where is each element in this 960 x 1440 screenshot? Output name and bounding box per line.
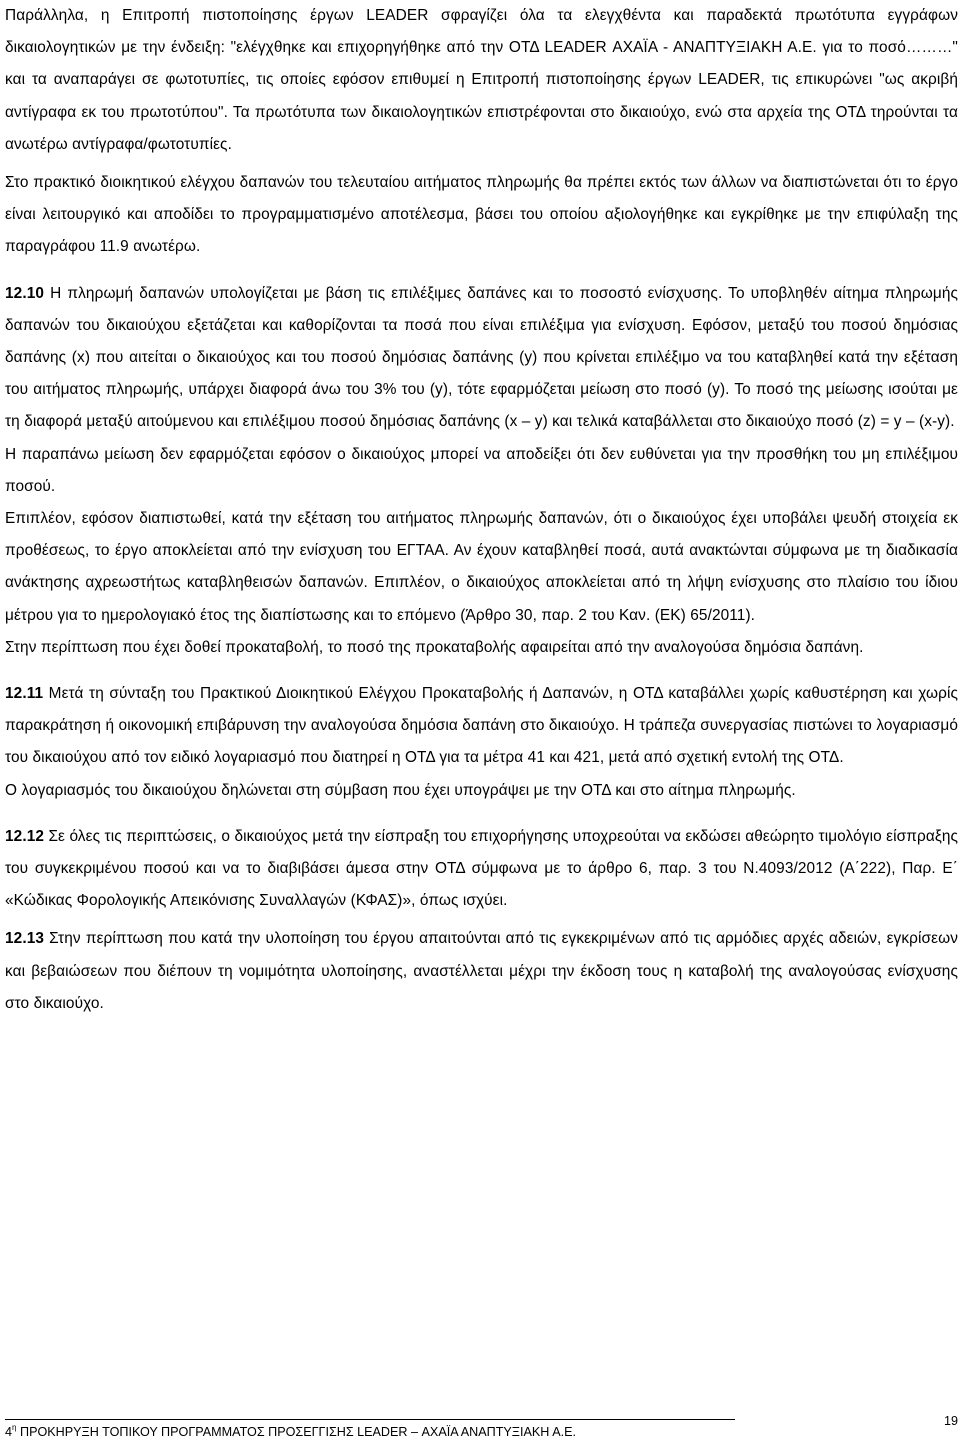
section-12-11 <box>5 678 958 775</box>
paragraph-false-information: Επιπλέον, εφόσον διαπιστωθεί, κατά την εξέταση του αιτήματος πληρωμής δαπανών, ότι ο δικαιούχος έχει υποβάλει ψευδή στοιχεία εκ προθέσεως, το έργο αποκλείεται από την ενίσχυση του ΕΓΤΑΑ. Αν έχουν καταβληθεί ποσά, αυτά ανακτώνται σύμφωνα με τη διαδικασία ανάκτησης αχρεωστήτως καταβληθεισών δαπανών. Επιπλέον, ο δικαιούχος αποκλείεται από τη λήψη ενίσχυσης στο πλαίσιο του ίδιου μέτρου για το ημερολογιακό έτος της διαπίστωσης και το επόμενο (Άρθρο 30, παρ. 2 του Καν. (ΕΚ) 65/2011). <box>5 510 958 624</box>
section-text: Σε όλες τις περιπτώσεις, ο δικαιούχος μετά την είσπραξη του επιχορήγησης υποχρεούται να εκδώσει αθεώρητο τιμολόγιο είσπραξης του συγκεκριμένου ποσού και να το διαβιβάσει άμεσα στην ΟΤΔ σύμφωνα με το άρθρο 6, παρ. 3 του Ν.4093/2012 (Α΄222), Παρ. Ε΄ «Κώδικας Φορολογικής Απεικόνισης Συναλλαγών (ΚΦΑΣ)», όπως ισχύει. <box>5 827 958 910</box>
footer-ordinal-number: 4 <box>5 1425 13 1439</box>
paragraph-reduction-exception: Η παραπάνω μείωση δεν εφαρμόζεται εφόσον ο δικαιούχος μπορεί να αποδείξει ότι δεν ευθύνεται για την προσθήκη του μη επιλέξιμου ποσού. <box>5 445 958 495</box>
section-number: 12.10 <box>5 284 45 302</box>
paragraph-certification-stamp: Παράλληλα, η Επιτροπή πιστοποίησης έργων LEADER σφραγίζει όλα τα ελεγχθέντα και παραδεκτά πρωτότυπα εγγράφων δικαιολογητικών με την ένδειξη: "ελέγχθηκε και επιχορηγήθηκε από την ΟΤΔ LEADER ΑΧΑΪΑ - ΑΝΑΠΤΥΞΙΑΚΗ Α.Ε. για το ποσό………" και τα αναπαράγει σε φωτοτυπίες, τις οποίες εφόσον επιθυμεί η Επιτροπή πιστοποίησης έργων LEADER, τις επικυρώνει "ως ακριβή αντίγραφα εκ του πρωτοτύπου". Τα πρωτότυπα των δικαιολογητικών επιστρέφονται στο δικαιούχο, ενώ στα αρχεία της ΟΤΔ τηρούνται τα ανωτέρω αντίγραφα/φωτοτυπίες. <box>5 7 958 153</box>
footer-ordinal-suffix: η <box>12 1423 17 1432</box>
page-footer <box>5 1414 958 1439</box>
section-12-12 <box>5 821 958 918</box>
section-12-13 <box>5 923 958 1020</box>
section-number: 12.12 <box>5 827 45 845</box>
section-text: Μετά τη σύνταξη του Πρακτικού Διοικητικού Ελέγχου Προκαταβολής ή Δαπανών, η ΟΤΔ καταβάλλει χωρίς καθυστέρηση και χωρίς παρακράτηση ή οικονομική επιβάρυνση την αναλογούσα δημόσια δαπάνη στο δικαιούχο. Η τράπεζα συνεργασίας πιστώνει το λογαριασμό του δικαιούχου από τον ειδικό λογαριασμό που διατηρεί η ΟΤΔ για τα μέτρα 41 και 421, μετά από σχετική εντολή της ΟΤΔ. <box>5 685 958 767</box>
section-number: 12.11 <box>5 685 44 703</box>
section-text: Στην περίπτωση που κατά την υλοποίηση του έργου απαιτούνται από τις εγκεκριμένων από τις αρμόδιες αρχές αδειών, εγκρίσεων και βεβαιώσεων που διέπουν τη νομιμότητα υλοποίησης, αναστέλλεται μέχρι την έκδοση τους η καταβολή της αναλογούσας ενίσχυσης στο δικαιούχο. <box>5 930 958 1012</box>
paragraph-advance-payment: Στην περίπτωση που έχει δοθεί προκαταβολή, το ποσό της προκαταβολής αφαιρείται από την αναλογούσα δημόσια δαπάνη. <box>5 638 864 656</box>
paragraph-beneficiary-account: Ο λογαριασμός του δικαιούχου δηλώνεται στη σύμβαση που έχει υπογράψει με την ΟΤΔ και στο αίτημα πληρωμής. <box>5 781 796 799</box>
section-number: 12.13 <box>5 930 45 948</box>
footer-title-text: ΠΡΟΚΗΡΥΞΗ ΤΟΠΙΚΟΥ ΠΡΟΓΡΑΜΜΑΤΟΣ ΠΡΟΣΕΓΓΙΣΗΣ LEADER – ΑΧΑΪΑ ΑΝΑΠΤΥΞΙΑΚΗ Α.Ε. <box>16 1425 576 1439</box>
footer-title <box>5 1420 576 1440</box>
paragraph-final-payment-check: Στο πρακτικό διοικητικού ελέγχου δαπανών του τελευταίου αιτήματος πληρωμής θα πρέπει εκτός των άλλων να διαπιστώνεται ότι το έργο είναι λειτουργικό και αποδίδει το προγραμματισμένο αποτέλεσμα, βάσει του οποίου αξιολογήθηκε και εγκρίθηκε με την επιφύλαξη της παραγράφου 11.9 ανωτέρω. <box>5 174 958 256</box>
section-12-10 <box>5 278 958 439</box>
page-number: 19 <box>943 1414 958 1428</box>
section-text: Η πληρωμή δαπανών υπολογίζεται με βάση τις επιλέξιμες δαπάνες και το ποσοστό ενίσχυσης. Το υποβληθέν αίτημα πληρωμής δαπανών του δικαιούχου εξετάζεται και καθορίζονται τα ποσά που είναι επιλέξιμα για ενίσχυση. Εφόσον, μεταξύ του ποσού δημόσιας δαπάνης (x) που αιτείται ο δικαιούχος και του ποσού δημόσιας δαπάνης (y) που κρίνεται επιλέξιμο να του καταβληθεί κατά την εξέταση του αιτήματος πληρωμής, υπάρχει διαφορά άνω του 3% του (y), τότε εφαρμόζεται μείωση στο ποσό (y). Το ποσό της μείωσης ισούται με τη διαφορά μεταξύ αιτούμενου και επιλέξιμου ποσού δημόσιας δαπάνης (x – y) και τελικά καταβάλλεται στο δικαιούχο ποσό (z) = y – (x-y). <box>5 284 958 431</box>
document-page <box>5 0 958 1020</box>
